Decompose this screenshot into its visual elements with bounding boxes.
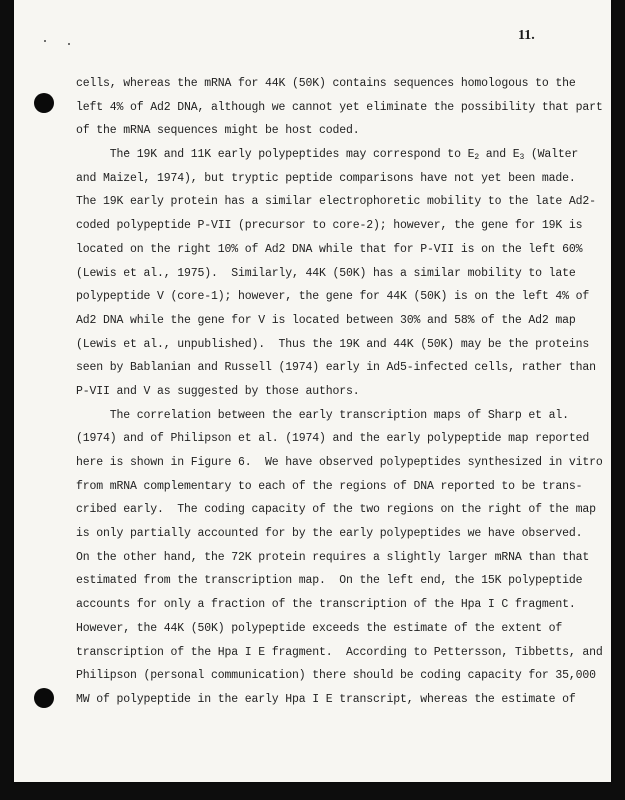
text-segment: Philipson (personal communication) there should be coding capacity for 35,000 <box>76 669 596 683</box>
text-line <box>76 190 596 214</box>
text-segment: cells, whereas the mRNA for 44K (50K) contains sequences homologous to the <box>76 77 576 90</box>
text-segment: polypeptide V (core-1); however, the gene for 44K (50K) is on the left 4% of <box>76 290 590 304</box>
text-segment: (Lewis et al., 1975). Similarly, 44K (50K) has a similar mobility to late <box>76 266 576 280</box>
text-line <box>76 475 583 499</box>
text-line <box>76 380 576 404</box>
text-line <box>76 451 603 475</box>
subscript: 3 <box>519 153 525 163</box>
text-segment: P-VII and V as suggested by those authors. <box>76 384 360 398</box>
text-segment: is only partially accounted for by the early polypeptides we have observed. <box>76 527 583 541</box>
text-segment: accounts for only a fraction of the transcription of the Hpa I C fragment. <box>76 598 576 612</box>
paper-speck <box>68 43 70 45</box>
text-segment: estimated from the transcription map. On the left end, the 15K polypeptide <box>76 574 583 588</box>
text-line <box>76 238 583 262</box>
text-line <box>76 593 576 617</box>
text-segment: Ad2 DNA while the gene for V is located between 30% and 58% of the Ad2 map <box>76 313 576 327</box>
text-line <box>76 404 576 428</box>
binder-hole <box>34 93 54 113</box>
subscript: 2 <box>474 153 479 163</box>
text-line <box>76 688 576 712</box>
text-segment: (Lewis et al., unpublished). Thus the 19K and 44K (50K) may be the proteins <box>76 337 590 351</box>
text-segment: coded polypeptide P-VII (precursor to core-2); however, the gene for 19K is <box>76 219 583 233</box>
text-segment: The 19K early protein has a similar electrophoretic mobility to the late Ad2- <box>76 195 596 209</box>
text-segment: The correlation between the early transcription maps of Sharp et al. <box>76 408 569 422</box>
text-segment: located on the right 10% of Ad2 DNA while that for P-VII is on the left 60% <box>76 242 583 256</box>
text-line <box>76 356 596 380</box>
text-line <box>76 641 603 665</box>
text-line <box>76 522 583 546</box>
text-segment: left 4% of Ad2 DNA, although we cannot yet eliminate the possibility that part <box>76 100 603 114</box>
text-line <box>76 427 590 451</box>
text-line <box>76 569 583 593</box>
paper-speck <box>44 40 46 42</box>
text-line <box>76 333 590 357</box>
text-line <box>76 262 576 286</box>
document-page <box>14 0 611 782</box>
text-line <box>76 285 590 309</box>
text-segment: of the mRNA sequences might be host coded. <box>76 124 360 138</box>
text-segment: and E <box>478 148 520 162</box>
text-line <box>76 617 576 641</box>
text-line <box>76 309 576 333</box>
text-segment: cribed early. The coding capacity of the two regions on the right of the map <box>76 503 596 517</box>
text-segment: The 19K and 11K early polypeptides may correspond to E <box>76 148 475 162</box>
text-segment: transcription of the Hpa I E fragment. According to Pettersson, Tibbetts, and <box>76 645 603 659</box>
text-line <box>76 167 576 191</box>
text-segment: (1974) and of Philipson et al. (1974) and the early polypeptide map reported <box>76 432 590 446</box>
binder-hole <box>34 688 54 708</box>
text-line <box>76 96 603 120</box>
text-segment: (Walter <box>524 148 579 162</box>
text-line <box>76 119 576 143</box>
text-segment: from mRNA complementary to each of the regions of DNA reported to be trans- <box>76 479 583 493</box>
text-segment: MW of polypeptide in the early Hpa I E transcript, whereas the estimate of <box>76 692 576 706</box>
text-segment: seen by Bablanian and Russell (1974) early in Ad5-infected cells, rather than <box>76 361 596 375</box>
text-line <box>76 143 579 167</box>
text-line <box>76 498 596 522</box>
text-segment: and Maizel, 1974), but tryptic peptide comparisons have not yet been made. <box>76 171 576 185</box>
text-line <box>76 664 596 688</box>
text-line <box>76 546 590 570</box>
page-number: 11. <box>518 28 535 43</box>
text-line <box>76 72 576 96</box>
body-text <box>76 72 603 712</box>
text-segment: On the other hand, the 72K protein requires a slightly larger mRNA than that <box>76 550 590 564</box>
text-line <box>76 214 583 238</box>
text-segment: here is shown in Figure 6. We have observed polypeptides synthesized in vitro <box>76 456 603 469</box>
text-segment: However, the 44K (50K) polypeptide exceeds the estimate of the extent of <box>76 621 563 635</box>
